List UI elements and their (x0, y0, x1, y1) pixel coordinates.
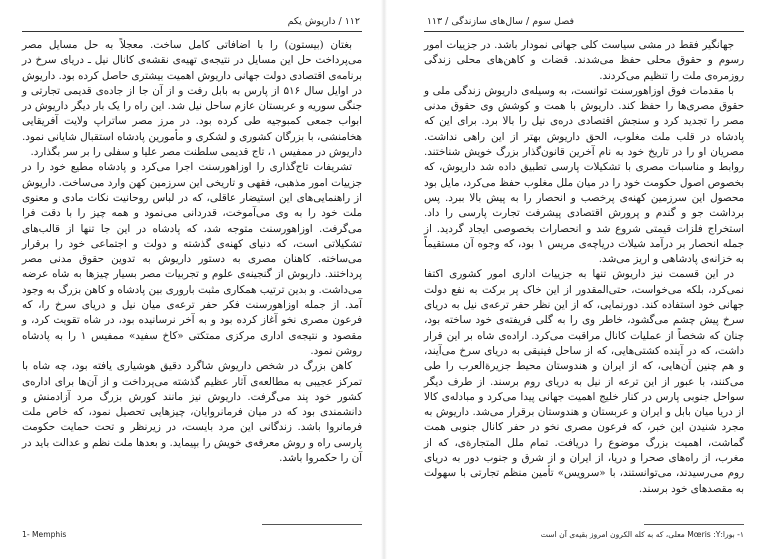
right-page-body (424, 38, 744, 497)
right-page (384, 0, 768, 559)
left-paragraph-3: کاهن بزرگ در شخص داریوش شاگرد دقیق هوشیاری یافته بود، چه شاه با تمرکز عجیبی به مطالعه‌ی آثار عظیم گذشته می‌پرداخت و از آن‌ها برای اداره‌ی کشور خود پند می‌گرفت. داریوش نیز مانند کورش بزرگ مرد آزادمنش و دانشمندی بود که در میان فرمانروایان، چیزهایی تحصیل نمود، که خاص ملت فرمانروا باشد. زندگانی این مرد بایست، در زیرنظر و تحت حمایت حکومت پارسی راه و روش معرفه‌ی خویش را بپیماید. و بعدها ملت نظم و عدالت باید در آن را حکمروا باشد. (22, 360, 362, 465)
right-paragraph-1: جهانگیر فقط در مشی سیاست کلی جهانی نمودار باشد. در جزییات امور رسوم و حقوق محلی حفظ می‌شدند. قضات و کاهن‌های محلی زندگی روزمره‌ی ملت را تنظیم می‌کردند. (424, 39, 744, 82)
left-footnote-rule (262, 524, 362, 525)
right-page-header: فصل سوم / سال‌های سازندگی / ۱۱۳ (426, 16, 574, 27)
right-paragraph-2: با مقدمات فوق اوزاهورسنت توانست، به وسیله‌ی داریوش زندگی ملی و حقوق مصری‌ها را حفظ کند. داریوش با همت و کوشش وی حقوق مدنی مصر را تجدید کرد و سنجش اقتصادی دره‌ی نیل را بالا برد. برای این که پادشاه در قلب ملت مغلوب، الحق داریوش بهتر از این راهی نداشت. مصریان او را در تاریخ خود به نام آخرین قانون‌گذار بزرگ خویش شناختند. روابط و مناسبات مصری با تشکیلات پارسی تطبیق داده شد داریوش، که بخصوص اصول حکومت خود را در میان ملل مغلوب حفظ می‌کرد، مایل بود محصول این سرزمین کهنه‌ی پرخصب و انحصار را به پیش بالا ببرد. پس برداشت جو و گندم و پرورش اقتصادی پیشرفت تجارت پارسی را داد. استخراج فلزات قیمتی شروع شد و انحصارات بخصوصی ایجاد گردید. از جمله انحصار بر درآمد شیلات دریاچه‌ی مریس ۱ بود، که وجوه آن مستقیماً به خزانه‌ی پادشاهی و اریز می‌شد. (424, 84, 744, 266)
right-page-footnote: ۱- بورا:Mœris :Y معلی، که به کله الکرون امروز بقیه‌ی آن است (540, 530, 744, 539)
left-page-body (22, 38, 362, 466)
left-page-footnote: 1- Memphis (22, 530, 67, 539)
right-paragraph-3: در این قسمت نیز داریوش تنها به جزییات اداری امور کشوری اکتفا نمی‌کرد، بلکه می‌خواست، حتی‌المقدور از این خاک پر برکت به نفع دولت جهانی خود استفاده کند. دورنمایی، که از این نظر حفر ترعه‌ی نیل به دریای سرخ پیش چشم می‌گشود، خاطر وی را به گلی فریفته‌ی خود ساخته بود، چنان که شخصاً از عملیات کانال مراقبت می‌کرد. اراده‌ی شاه بر این قرار داشت، که در آینده کشتی‌هایی، که از ساحل فینیقی به دریای سرخ می‌آیند، و هم چنین آن‌هایی، که از ایران و هندوستان محیط جزیرةالعرب را طی می‌کنند، با عبور از این ترعه از نیل به دریای روم برسند. از طرف دیگر سواحل جنوبی پارس در کنار خلیج اهمیت جهانی پیدا می‌کرد و مبادله‌ی کالا از دریا میان بابل و ایران و عربستان و هندوستان برقرار می‌شد. داریوش به مجرد شنیدن این خبر، که فرعون مصری نخو در حفر کانال جنوبی همت گماشت، اهمیت بزرگ موضوع را دریافت. تمام ملل المتجارة‌ی، که از مغرب، از راه‌های صحرا و دریا، از ایران و از شرق و جنوب دور به دریای روم می‌رسیدند، می‌توانستند، با «سرویس» تأمین منظم تجارتی با سهولت به مقصدهای خود برسند. (424, 268, 744, 495)
left-paragraph-1: بغتان (بیستون) را با اضافاتی کامل ساخت. معجلاً به حل مسایل مصر می‌پرداخت حل این مسایل در نتیجه‌ی تهیه‌ی نقشه‌ی کانال نیل ـ دریای سرخ در برنامه‌ی اقتصادی دولت جهانی داریوش اهمیت بیشتری حاصل کرده بود. داریوش در اوایل سال ۵۱۶ از پارس به بابل رفت و از آن جا از جاده‌ی قدیمی تجارتی و جنگی سوریه و عربستان عازم ساحل نیل شد. این راه را یک بار دیگر داریوش در ابواب جمعی کمبوجیه طی کرده بود. در مرز مصر ساتراپ ولایت آفریقایی هخامنشی، با بزرگان کشوری و لشکری و مأمورین پادشاه استقبال شایانی نمود. داریوش در ممفیس ۱، تاج قدیمی سلطنت مصر علیا و سفلی را بر سر بگذارد. (22, 39, 363, 159)
left-header-rule (22, 31, 362, 32)
right-footnote-rule (644, 524, 744, 525)
left-page-header: ۱۱۲ / داریوش یکم (287, 16, 360, 27)
left-paragraph-2: تشریفات تاج‌گذاری را اوزاهورسنت اجرا می‌کرد و پادشاه مطیع خود را در جزییات امور مذهبی، فقهی و تاریخی این سرزمین کهن وارد می‌ساخت. داریوش از راهنمایی‌های این استیضار عاقلی، که در لباس روحانیت نکات مادی و معنوی ملت خود را به وی می‌آموخت، قدردانی می‌نمود و همه چیز را با دقت فرا می‌گرفت. اوزاهورسنت متوجه شد، که پادشاه در این جا تنها از قالب‌های تشکیلاتی است، که دنیای کهنه‌ی گذشته و دولت و اجتماعی خود را برقرار می‌ساخته. کاهنان مصری به دستور داریوش به تدوین حقوق مدنی مصر پرداختند. داریوش از گنجینه‌ی علوم و تجربیات مصر بسیار چیزها به شاه عرضه می‌داشت. و بدین ترتیب همکاری مثبت باروری بین پادشاه و کاهن بزرگ به وجود آمد. از جمله اوزاهورسنت فکر حفر ترعه‌ی میان نیل و دریای سرخ را، که فرعون مصری نخو آغاز کرده بود و به آخر نرسانیده بود، در شاه تقویت کرد، و مقصود و نتیجه‌ی اداری مرکزی ممتکتی «کاخ سفید» ممفیس ۱ را به پادشاه روشن نمود. (22, 161, 362, 357)
right-header-rule (424, 31, 744, 32)
